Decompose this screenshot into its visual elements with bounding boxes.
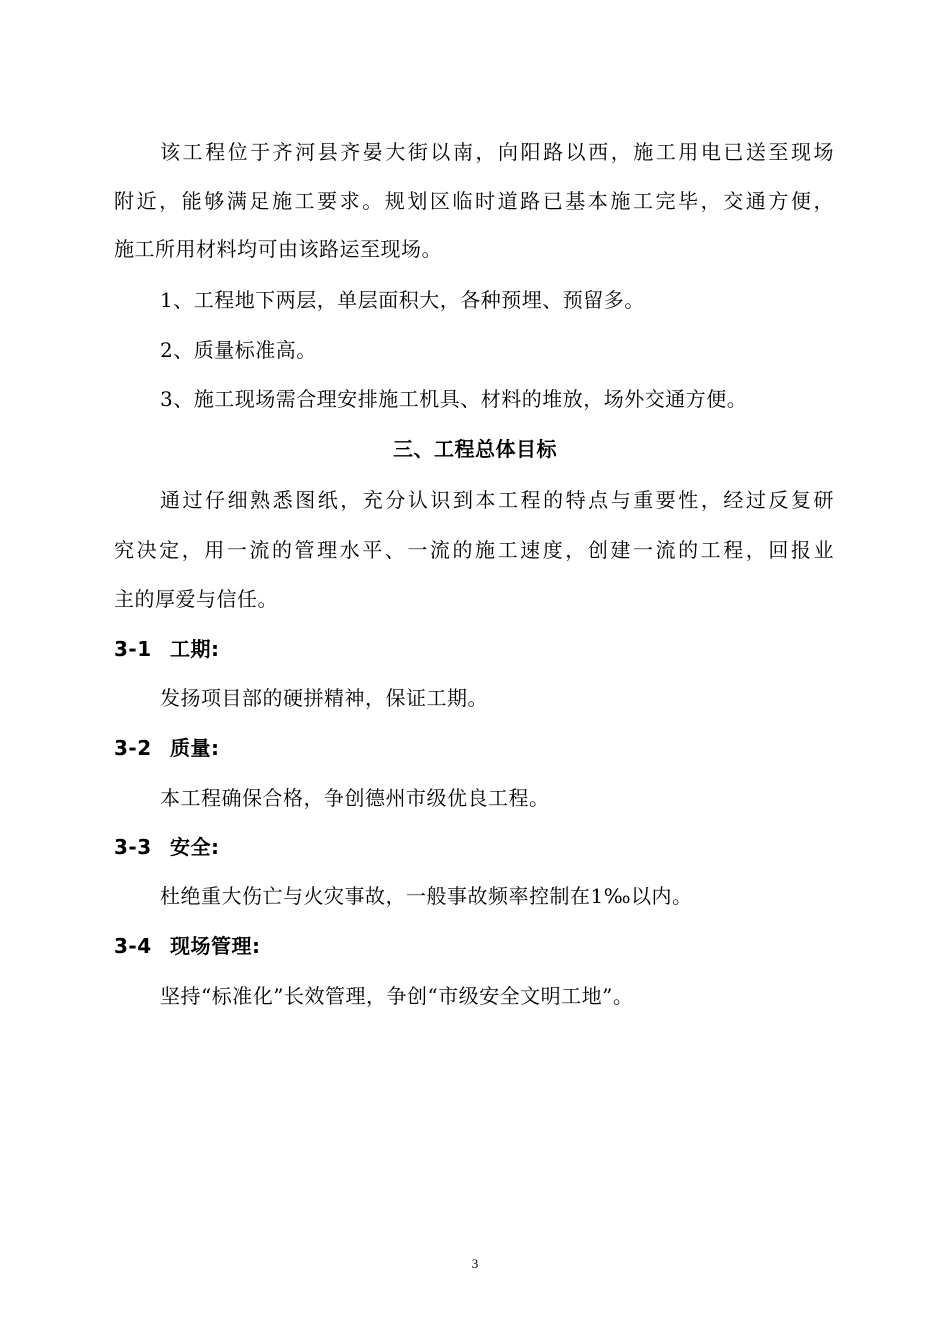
subsection-number: 3-4 [114, 934, 152, 958]
feature-item-2: 2、质量标准高。 [160, 338, 317, 362]
subsection-heading-3-1 [114, 636, 834, 662]
subsection-title: 工期: [170, 637, 220, 661]
subsection-body-3-1: 发扬项目部的硬拼精神，保证工期。 [160, 686, 488, 710]
intro-line-3: 施工所用材料均可由该路运至现场。 [114, 237, 442, 261]
page-number: 3 [471, 1256, 479, 1271]
goal-intro-line-3: 主的厚爱与信任。 [114, 587, 278, 611]
subsection-number: 3-3 [114, 835, 152, 859]
intro-line-2: 附近，能够满足施工要求。规划区临时道路已基本施工完毕，交通方便， [114, 189, 834, 213]
section-title: 三、工程总体目标 [393, 437, 557, 461]
intro-line-1: 该工程位于齐河县齐晏大街以南，向阳路以西，施工用电已送至现场 [160, 140, 834, 164]
subsection-title: 现场管理: [170, 934, 261, 958]
feature-item-3: 3、施工现场需合理安排施工机具、材料的堆放，场外交通方便。 [160, 387, 748, 411]
subsection-body-3-3: 杜绝重大伤亡与火灾事故，一般事故频率控制在1‰以内。 [160, 884, 693, 908]
subsection-number: 3-1 [114, 637, 152, 661]
subsection-heading-3-3 [114, 834, 834, 860]
subsection-heading-3-4 [114, 933, 834, 959]
goal-intro-line-1: 通过仔细熟悉图纸，充分认识到本工程的特点与重要性，经过反复研 [160, 488, 834, 512]
feature-item-1: 1、工程地下两层，单层面积大，各种预埋、预留多。 [160, 288, 645, 312]
subsection-body-3-2: 本工程确保合格，争创德州市级优良工程。 [160, 786, 550, 810]
subsection-body-3-4: 坚持“标准化”长效管理，争创“市级安全文明工地”。 [160, 984, 634, 1008]
subsection-title: 安全: [170, 835, 220, 859]
subsection-heading-3-2 [114, 735, 834, 761]
subsection-title: 质量: [170, 736, 220, 760]
subsection-number: 3-2 [114, 736, 152, 760]
goal-intro-line-2: 究决定，用一流的管理水平、一流的施工速度，创建一流的工程，回报业 [114, 538, 834, 562]
